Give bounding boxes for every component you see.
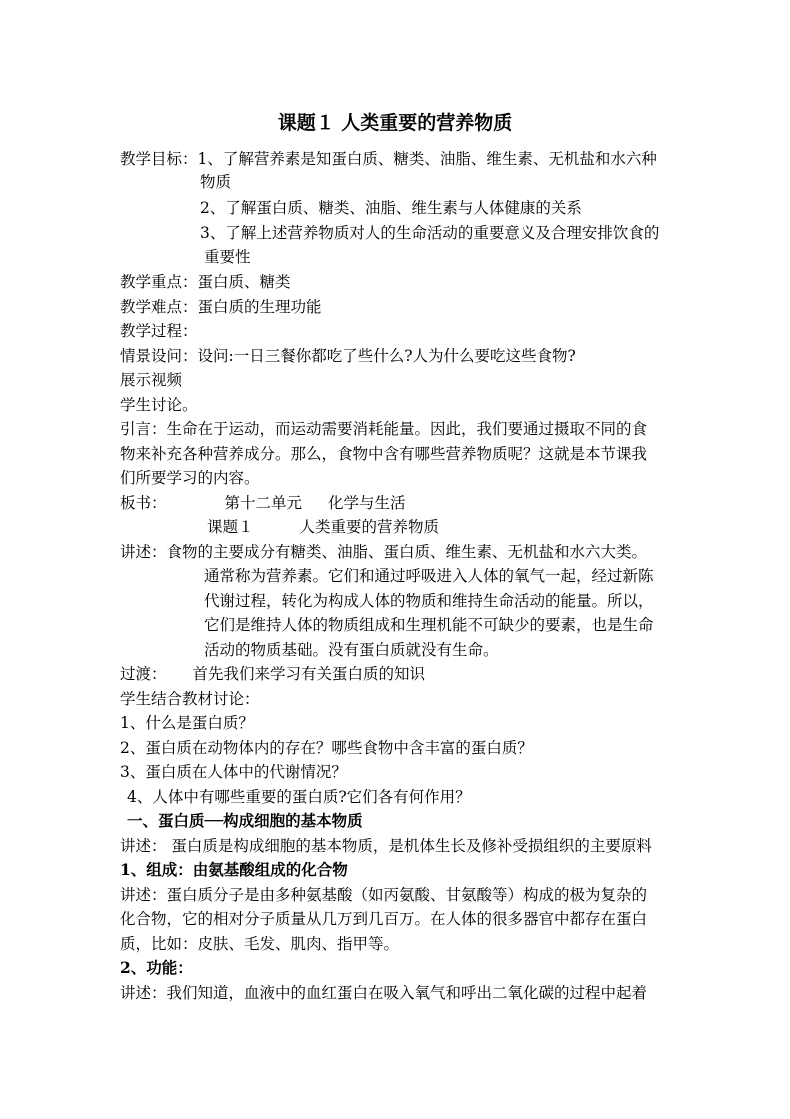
lecture1-line-4: 它们是维持人体的物质组成和生理机能不可缺少的要素，也是生命 (204, 616, 654, 634)
lecture2-line: 讲述： 蛋白质是构成细胞的基本物质，是机体生长及修补受损组织的主要原料 (120, 837, 652, 855)
intro-line-3: 们所要学习的内容。 (120, 469, 260, 487)
composition-heading: 1、组成：由氨基酸组成的化合物 (120, 860, 348, 879)
objective-2: 2、了解蛋白质、糖类、油脂、维生素与人体健康的关系 (200, 199, 582, 217)
objectives-line-1 (120, 148, 657, 170)
objective-3-cont: 重要性 (204, 248, 251, 266)
transition-line (120, 663, 425, 685)
lecture4-line: 讲述：我们知道，血液中的血红蛋白在吸入氧气和呼出二氧化碳的过程中起着 (120, 984, 648, 1002)
section-heading-protein: 一、蛋白质──构成细胞的基本物质 (127, 811, 363, 830)
objective-1-cont: 物质 (200, 173, 232, 191)
key-point: 教学重点：蛋白质、糖类 (120, 273, 291, 291)
board-lesson: 课题１ (207, 518, 254, 536)
objectives-label: 教学目标： (120, 150, 198, 168)
board-line-2 (207, 516, 439, 538)
board-unit: 第十二单元 (224, 494, 303, 512)
board-line-1 (120, 492, 406, 514)
question-4: 4、人体中有哪些重要的蛋白质?它们各有何作用？ (127, 788, 471, 806)
lecture1-line-5: 活动的物质基础。没有蛋白质就没有生命。 (204, 641, 499, 659)
textbook-discussion: 学生结合教材讨论： (120, 690, 260, 708)
intro-line-2: 物来补充各种营养成分。那么，食物中含有哪些营养物质呢？这就是本节课我 (120, 445, 648, 463)
lecture1-line-2: 通常称为营养素。它们和通过呼吸进入人体的氧气一起，经过新陈 (204, 567, 654, 585)
board-label: 板书： (120, 494, 167, 512)
function-heading: 2、功能： (120, 958, 193, 977)
student-discussion: 学生讨论。 (120, 396, 198, 414)
lecture3-line-3: 质，比如：皮肤、毛发、肌肉、指甲等。 (120, 935, 400, 953)
lecture1-line-3: 代谢过程，转化为构成人体的物质和维持生命活动的能量。所以， (204, 592, 654, 610)
difficulty: 教学难点：蛋白质的生理功能 (120, 298, 322, 316)
transition-label: 过渡： (120, 665, 167, 683)
question-3: 3、蛋白质在人体中的代谢情况？ (120, 763, 347, 781)
transition-text: 首先我们来学习有关蛋白质的知识 (192, 665, 426, 683)
teaching-process: 教学过程： (120, 322, 198, 340)
objective-1: 1、了解营养素是知蛋白质、糖类、油脂、维生素、无机盐和水六种 (197, 150, 657, 168)
show-video: 展示视频 (120, 371, 183, 389)
question-1: 1、什么是蛋白质？ (120, 714, 254, 732)
lecture1-line-1: 讲述：食物的主要成分有糖类、油脂、蛋白质、维生素、无机盐和水六大类。 (120, 543, 648, 561)
scenario-question: 情景设问：设问:一日三餐你都吃了些什么?人为什么要吃这些食物? (120, 347, 576, 365)
question-2: 2、蛋白质在动物体内的存在？哪些食物中含丰富的蛋白质？ (120, 739, 533, 757)
page-title: 课题１ 人类重要的营养物质 (277, 112, 513, 134)
board-lesson-title: 人类重要的营养物质 (299, 518, 440, 536)
board-unit-title: 化学与生活 (328, 494, 406, 512)
intro-line-1: 引言：生命在于运动，而运动需要消耗能量。因此，我们要通过摄取不同的食 (120, 420, 648, 438)
lecture3-line-2: 化合物，它的相对分子质量从几万到几百万。在人体的很多器官中都存在蛋白 (120, 910, 648, 928)
lecture3-line-1: 讲述：蛋白质分子是由多种氨基酸（如丙氨酸、甘氨酸等）构成的极为复杂的 (120, 886, 648, 904)
objective-3: 3、了解上述营养物质对人的生命活动的重要意义及合理安排饮食的 (200, 224, 660, 242)
